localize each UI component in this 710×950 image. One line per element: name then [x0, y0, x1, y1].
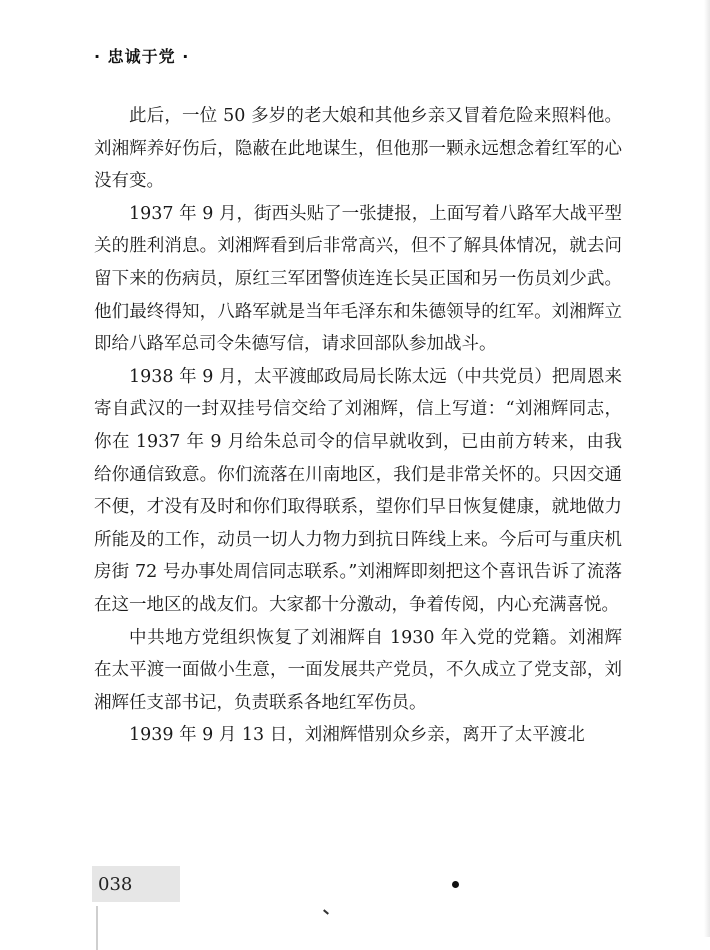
margin-rule — [96, 906, 98, 950]
running-header: · 忠诚于党 · — [94, 47, 190, 66]
paragraph: 1937 年 9 月，街西头贴了一张捷报，上面写着八路军大战平型关的胜利消息。刘湘辉看到后非常高兴，但不了解具体情况，就去问留下来的伤病员，原红三军团警侦连连长吴正国和另一伤员刘少武。他们最终得知，八路军就是当年毛泽东和朱德领导的红军。刘湘辉立即给八路军总司令朱德写信，请求回部队参加战斗。 — [94, 203, 622, 355]
ink-tick — [323, 909, 329, 914]
ink-dot — [452, 881, 459, 888]
page-number: 038 — [98, 874, 133, 895]
paragraph: 1939 年 9 月 13 日，刘湘辉惜别众乡亲，离开了太平渡北 — [129, 725, 585, 746]
body-text — [94, 100, 622, 752]
paragraph: 中共地方党组织恢复了刘湘辉自 1930 年入党的党籍。刘湘辉在太平渡一面做小生意，一面发展共产党员，不久成立了党支部，刘湘辉任支部书记，负责联系各地红军伤员。 — [94, 627, 622, 713]
paragraph: 此后，一位 50 多岁的老大娘和其他乡亲又冒着危险来照料他。刘湘辉养好伤后，隐蔽在此地谋生，但他那一颗永远想念着红军的心没有变。 — [94, 106, 622, 192]
scan-edge-shadow — [704, 0, 710, 937]
page-number-tab — [92, 866, 180, 902]
paragraph: 1938 年 9 月，太平渡邮政局局长陈太远（中共党员）把周恩来寄自武汉的一封双挂号信交给了刘湘辉，信上写道：“刘湘辉同志，你在 1937 年 9 月给朱总司令的信早就收到，已由前方转来，由我给你通信致意。你们流落在川南地区，我们是非常关怀的。只因交通不便，才没有及时和你们取得联系，望你们早日恢复健康，就地做力所能及的工作，动员一切人力物力到抗日阵线上来。今后可与重庆机房街 72 号办事处周信同志联系。”刘湘辉即刻把这个喜讯告诉了流落在这一地区的战友们。大家都十分激动，争着传阅，内心充满喜悦。 — [94, 366, 622, 615]
